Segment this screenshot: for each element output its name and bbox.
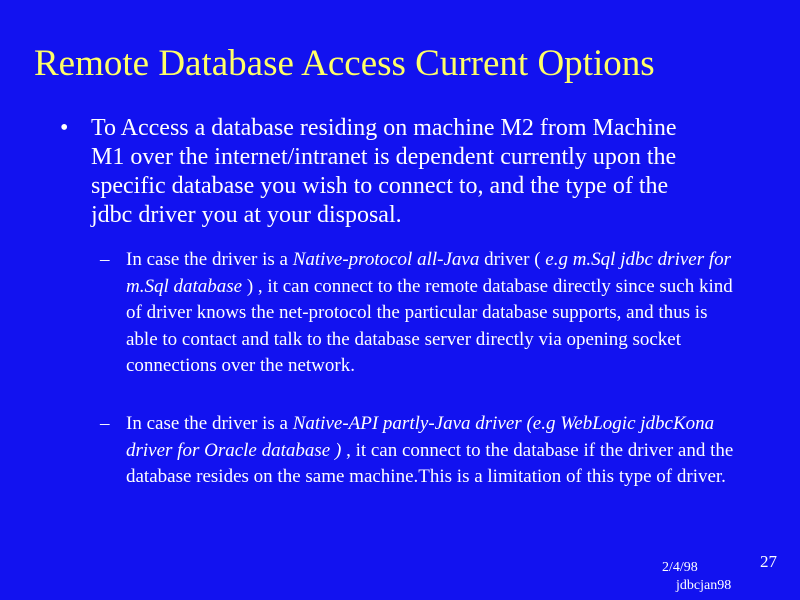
- bullet-item: [60, 114, 710, 230]
- sub-bullet-text: [126, 247, 740, 380]
- footer-date: 2/4/98: [662, 560, 698, 575]
- sub-bullet-italic-term: Native-protocol all-Java: [292, 249, 480, 270]
- sub-bullet-marker: –: [100, 413, 110, 434]
- page-number: 27: [760, 552, 777, 571]
- sub-bullet-text-part: ) , it can connect to the remote database directly since such kind of driver knows the net-protocol the particular database supports, and thus is able to contact and talk to the database server directly via opening socket connections over the network.: [126, 275, 733, 376]
- sub-bullet-text: [126, 411, 740, 491]
- slide-title: Remote Database Access Current Options: [34, 43, 655, 84]
- sub-bullet-marker: –: [100, 249, 110, 270]
- bullet-marker: •: [60, 115, 69, 141]
- sub-bullet-text-part: In case the driver is a: [126, 249, 293, 270]
- sub-bullet-text-part: driver (: [479, 249, 546, 270]
- sub-bullet-text-part: In case the driver is a: [126, 413, 293, 434]
- sub-bullet-italic-example: e.g m.Sql jdbc driver for m.Sql database: [126, 249, 732, 297]
- sub-bullet-text-part: , it can connect to the database if the driver and the database resides on the same machine.This is a limitation of this type of driver.: [126, 439, 734, 487]
- bullet-text: To Access a database residing on machine M2 from Machine M1 over the internet/intranet is dependent currently upon the specific database you wish to connect to, and the type of the jdbc driver you at your disposal.: [91, 115, 677, 228]
- sub-bullet-italic-term: Native-API partly-Java driver (e.g WebLogic jdbcKona driver for Oracle database ): [126, 413, 715, 461]
- sub-bullet-native-api: [100, 411, 740, 491]
- footer-author: jdbcjan98: [676, 578, 732, 593]
- sub-bullet-native-protocol: [100, 247, 740, 380]
